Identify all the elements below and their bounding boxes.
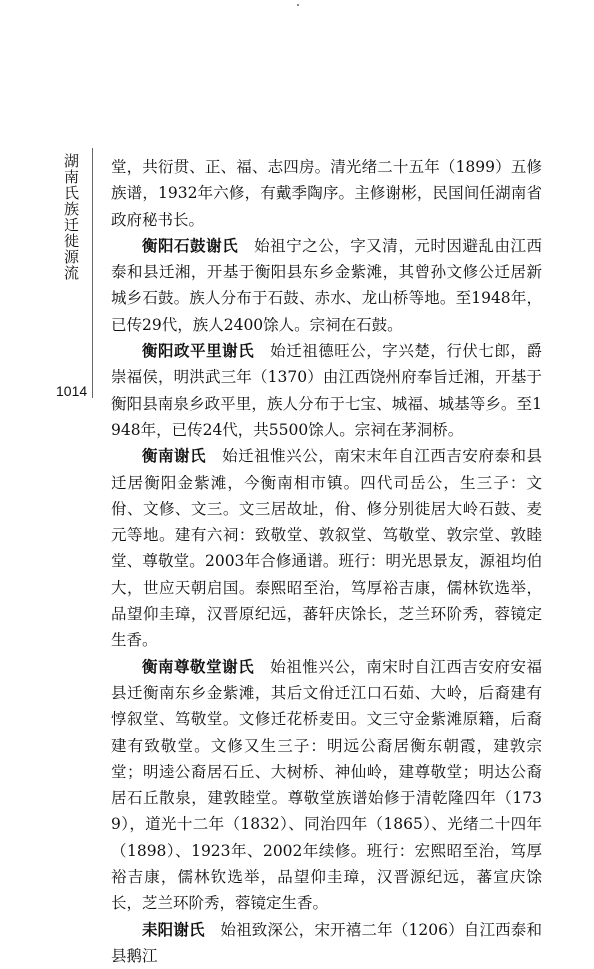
paragraph-text: 始祖惟兴公，南宋时自江西吉安府安福县迁衡南东乡金紫滩，其后文佾迁江口石茹、大岭，后裔建有惇叙堂、笃敬堂。文修迁花桥麦田。文三守金紫滩原籍，后裔建有致敬堂。文修又生三子：明远公裔居衡东朝霞，建敦宗堂；明逵公裔居石丘、大树桥、神仙岭，建尊敬堂；明达公裔居石丘散泉，建敦睦堂。尊敬堂族谱始修于清乾隆四年（1739），道光十二年（1832）、同治四年（1865）、光绪二十四年（1898）、1923年、2002年续修。班行：宏熙昭至治，笃厚裕吉康，儒林钦选举，品望仰圭璋，汉晋源纪远，蕃宣庆馀长，芝兰环阶秀，蓉镜定生香。 (111, 657, 542, 913)
clan-heading: 衡阳石鼓谢氏 (142, 236, 239, 255)
clan-heading: 衡阳政平里谢氏 (142, 342, 255, 361)
paragraph-text: 始迁祖惟兴公，南宋末年自江西吉安府泰和县迁居衡阳金紫滩，今衡南相市镇。四代司岳公，生三子：文佾、文修、文三。文三居故址，佾、修分别徙居大岭石鼓、麦元等地。建有六祠：致敬堂、敦叙堂、笃敬堂、敦宗堂、敦睦堂、尊敬堂。2003年合修通谱。班行：明光思景友，源祖均伯大，世应天朝启国。泰熙昭至治，笃厚裕吉康，儒林钦选举，品望仰圭璋，汉晋原纪远，蕃轩庆馀长，芝兰环阶秀，蓉镜定生香。 (111, 447, 542, 650)
page-number: 1014 (56, 383, 88, 399)
paragraph-text: 始迁祖德旺公，字兴楚，行伏七郎，爵崇福侯，明洪武三年（1370）由江西饶州府奉旨迁湘，开基于衡阳县南泉乡政平里，族人分布于七宝、城福、城基等乡。至1948年，已传24代，共5500馀人。宗祠在茅洞桥。 (111, 342, 542, 439)
paragraph-text: 始祖宁之公，字又清，元时因避乱由江西泰和县迁湘，开基于衡阳县东乡金紫滩，其曾孙文修公迁居新城乡石鼓。族人分布于石鼓、赤水、龙山桥等地。至1948年，已传29代，族人2400馀人。宗祠在石鼓。 (111, 236, 542, 334)
paragraph-3 (111, 338, 542, 443)
body-text (111, 154, 542, 969)
paragraph-4 (111, 443, 542, 653)
margin-rule (92, 148, 93, 398)
paragraph-text: 堂，共衍贯、正、福、志四房。清光绪二十五年（1899）五修族谱，1932年六修，有戴季陶序。主修谢彬，民国间任湖南省政府秘书长。 (111, 158, 542, 229)
clan-heading: 衡南尊敬堂谢氏 (142, 657, 255, 676)
paragraph-6 (111, 917, 542, 969)
paragraph-2 (111, 233, 542, 338)
clan-heading: 耒阳谢氏 (142, 920, 205, 939)
paragraph-text: 始祖致深公，宋开禧二年（1206）自江西泰和县鹅江 (111, 920, 542, 965)
running-head: 湖南氏族迁徙源流 (62, 153, 80, 281)
clan-heading: 衡南谢氏 (142, 447, 207, 466)
scan-mark (297, 4, 299, 6)
paragraph-1 (111, 154, 542, 233)
paragraph-5 (111, 654, 542, 917)
